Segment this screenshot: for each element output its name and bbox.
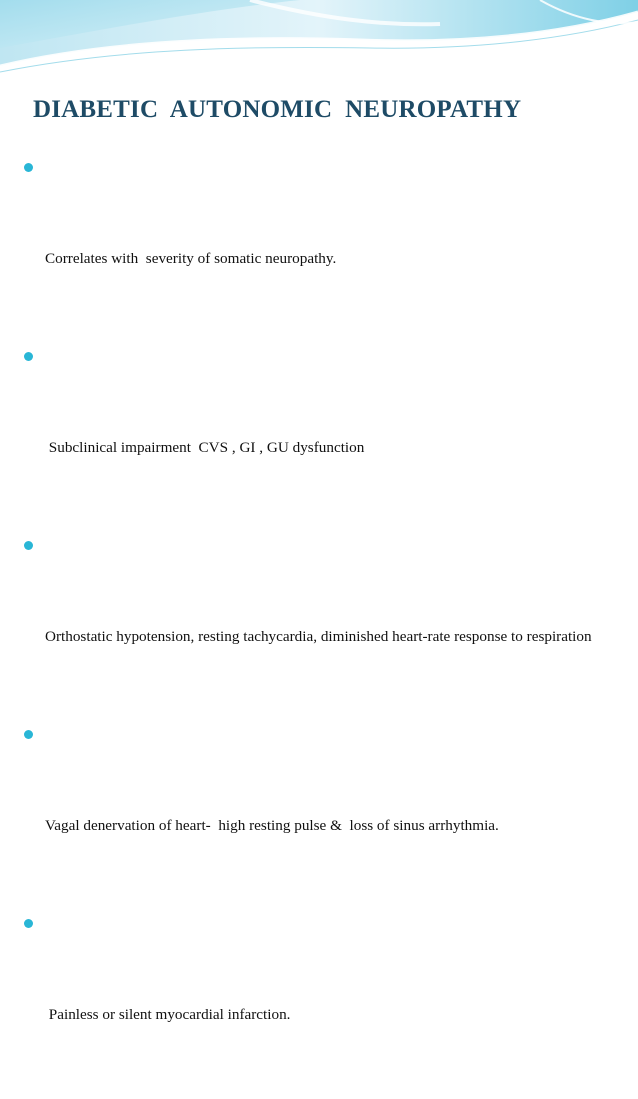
bullet-item (24, 721, 624, 901)
bullet-item (24, 532, 624, 712)
bullet-item (24, 343, 624, 523)
bullet-text: Vagal denervation of heart- high resting pulse & loss of sinus arrhythmia. (45, 817, 499, 834)
decorative-wave-header (0, 0, 638, 80)
bullet-item (24, 910, 624, 1090)
bullet-dot-icon (24, 730, 33, 739)
bullet-text: Painless or silent myocardial infarction. (45, 1006, 291, 1023)
bullet-dot-icon (24, 919, 33, 928)
bullet-text: Correlates with severity of somatic neuropathy. (45, 250, 337, 267)
bullet-text: Subclinical impairment CVS , GI , GU dysfunction (45, 439, 365, 456)
bullet-dot-icon (24, 352, 33, 361)
slide-title: DIABETIC AUTONOMIC NEUROPATHY (33, 96, 522, 123)
bullet-list (24, 154, 624, 1099)
bullet-item (24, 154, 624, 334)
bullet-dot-icon (24, 541, 33, 550)
bullet-dot-icon (24, 163, 33, 172)
bullet-text: Orthostatic hypotension, resting tachycardia, diminished heart-rate response to respiration (45, 628, 592, 645)
